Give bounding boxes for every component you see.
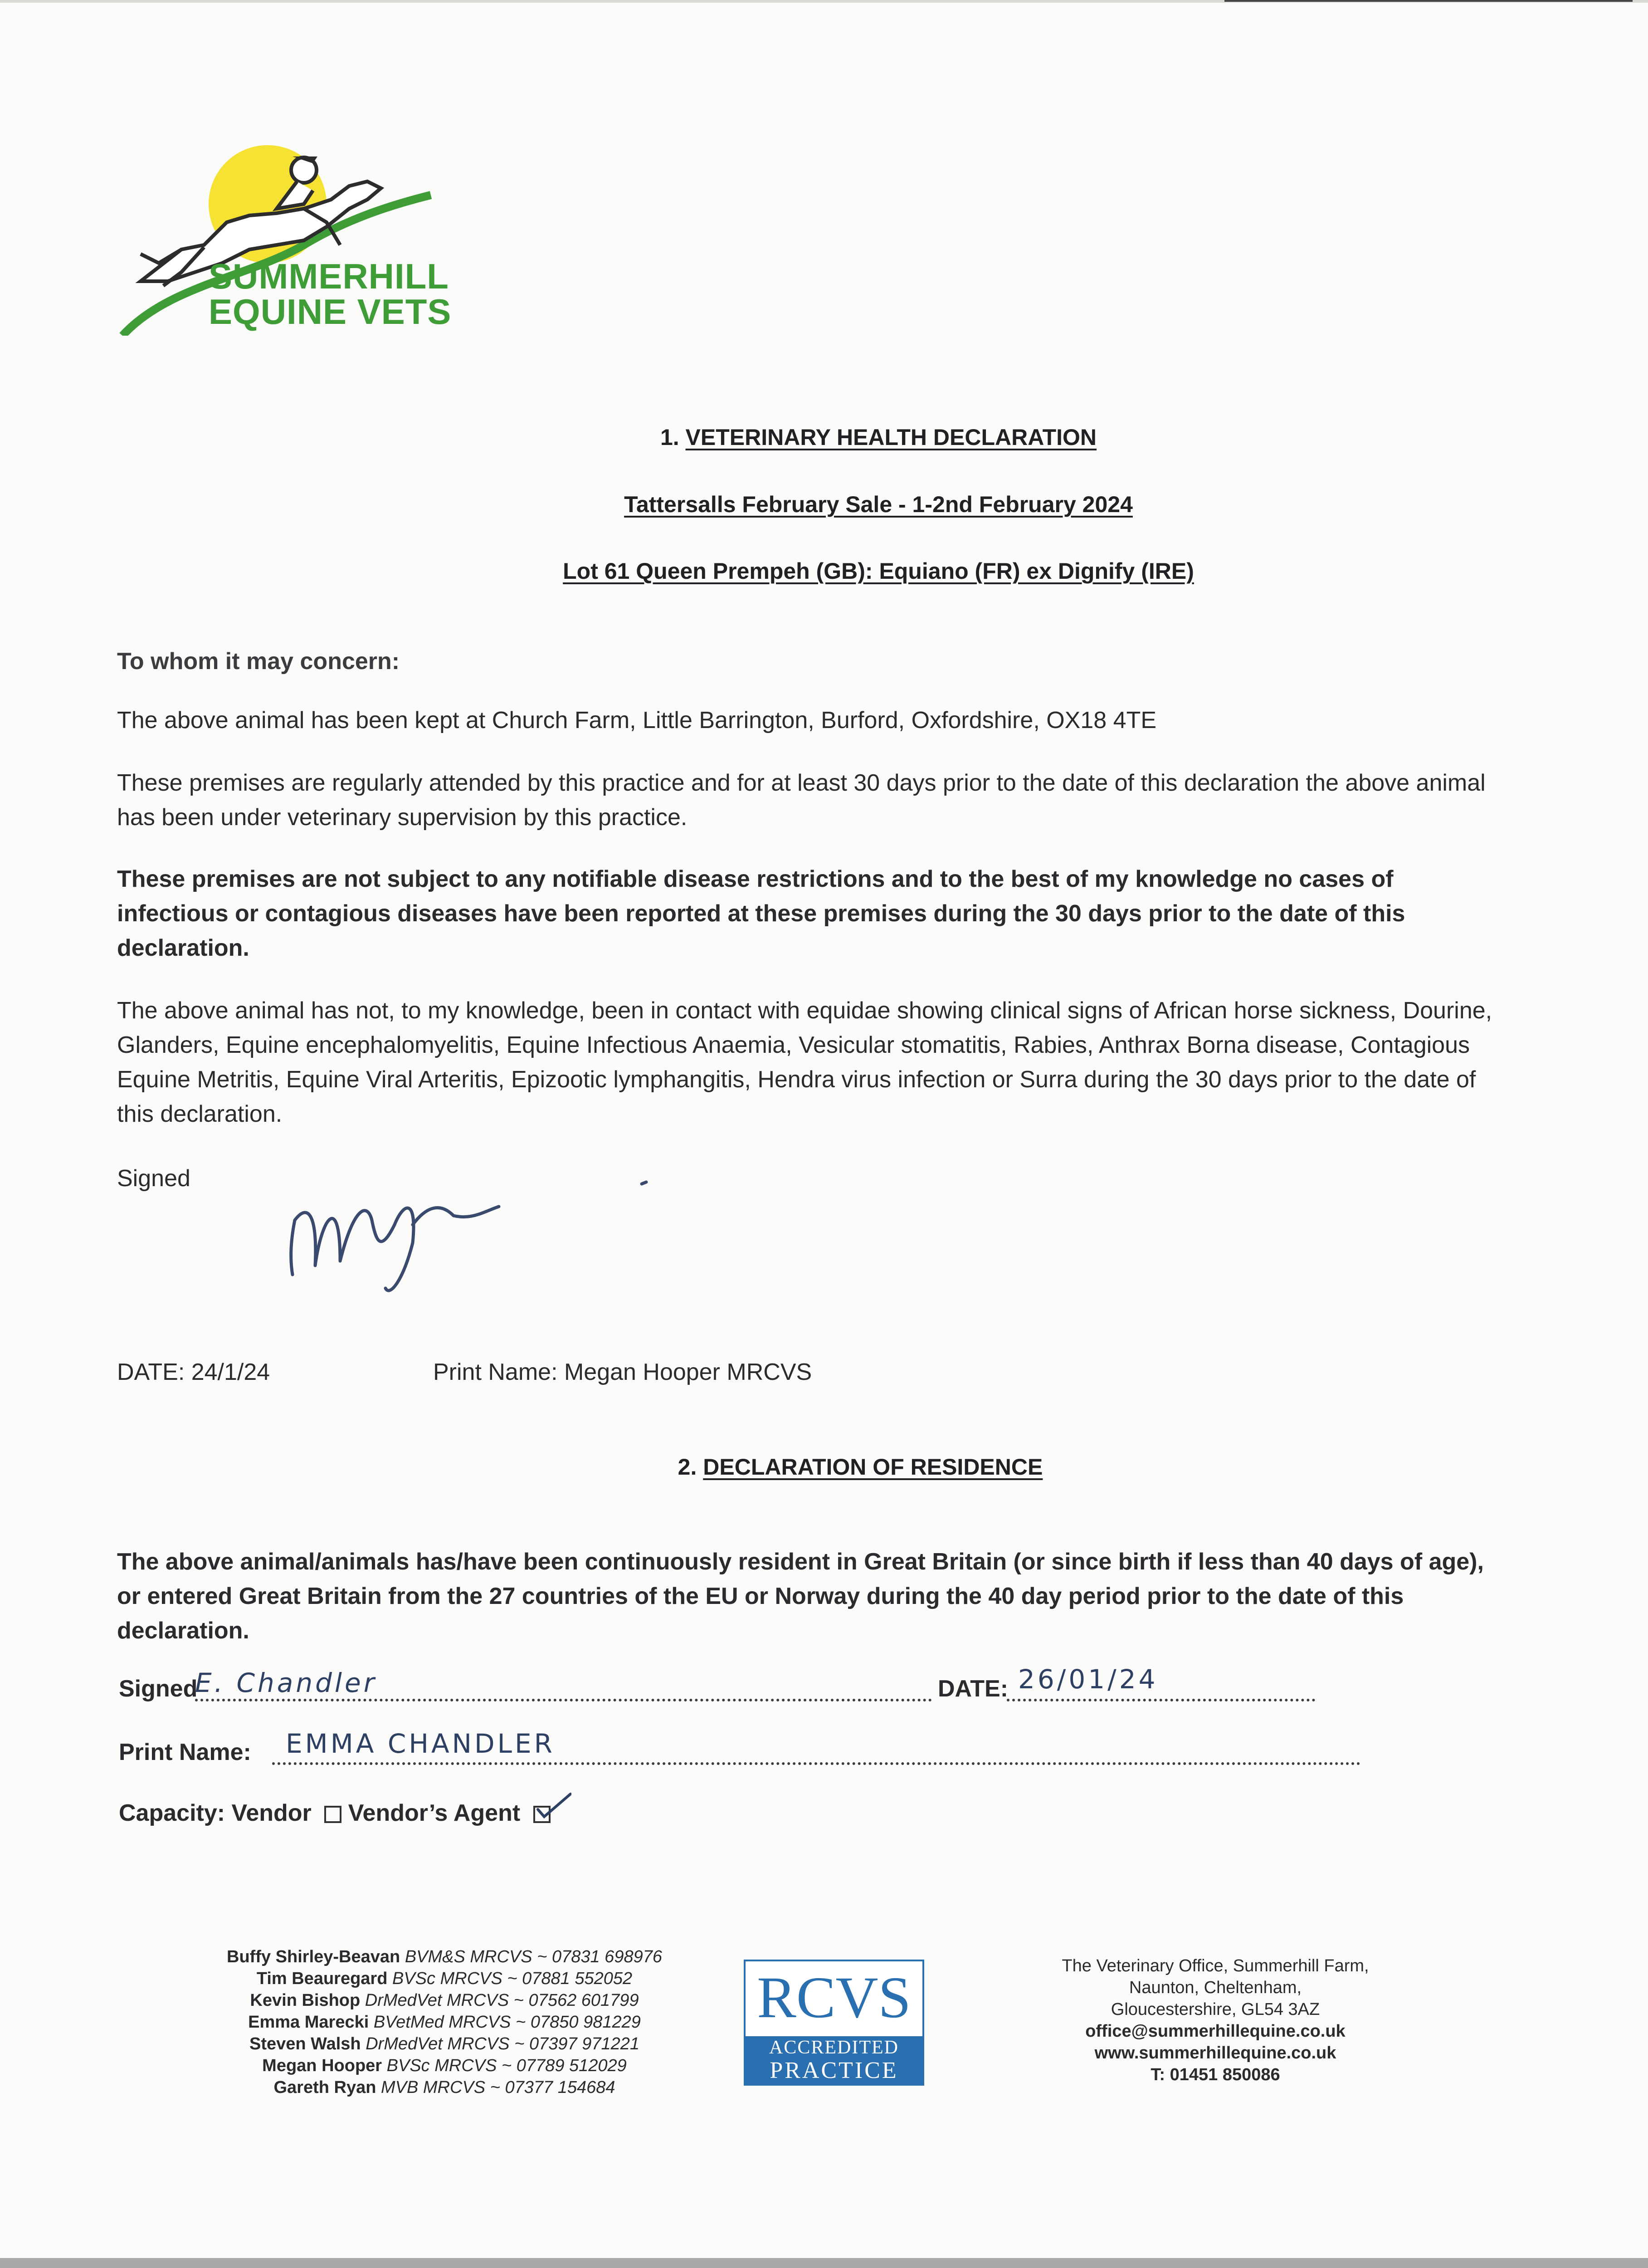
tick-icon bbox=[535, 1791, 571, 1818]
vet-entry: Gareth Ryan MVB MRCVS ~ 07377 154684 bbox=[273, 2078, 615, 2097]
print-name-dotted-line bbox=[272, 1762, 1360, 1765]
practice-website[interactable]: www.summerhillequine.co.uk bbox=[1094, 2043, 1336, 2063]
vendors-agent-label: Vendor’s Agent bbox=[348, 1800, 521, 1826]
date-label-2: DATE: bbox=[938, 1676, 1009, 1702]
section1-number: 1. bbox=[660, 425, 679, 450]
vet-date: DATE: 24/1/24 bbox=[117, 1359, 270, 1385]
scan-top-right-mark bbox=[1224, 0, 1633, 2]
section2-heading bbox=[36, 1454, 1648, 1480]
scan-bottom-edge bbox=[0, 2258, 1648, 2268]
address-line: Gloucestershire, GL54 3AZ bbox=[1111, 2000, 1320, 2019]
residence-paragraph: The above animal/animals has/have been continuously resident in Great Britain (or since birth if less than 40 days of age), or entered Great Britain from the 27 countries of the EU or Norway during the 40 day period prior to the date of this declaration. bbox=[117, 1549, 1484, 1644]
vendor-checkbox[interactable] bbox=[324, 1806, 341, 1823]
vet-entry: Emma Marecki BVetMed MRCVS ~ 07850 981229 bbox=[248, 2013, 641, 2032]
practice-phone: T: 01451 850086 bbox=[1151, 2065, 1280, 2084]
paragraph-diseases: The above animal has not, to my knowledge, been in contact with equidae showing clinical signs of African horse sickness, Dourine, Glanders, Equine encephalomyelitis, Equine Infectious Anaemia, Vesicular stomatitis, Rabies, Anthrax Borna disease, Contagious Equine Metritis, Equine Viral Arteritis, Epizootic lymphangitis, Hendra virus infection or Surra during the 30 days prior to the date of this declaration. bbox=[117, 997, 1492, 1127]
signed-dotted-line bbox=[195, 1699, 932, 1701]
lot-title: Lot 61 Queen Prempeh (GB): Equiano (FR) ex Dignify (IRE) bbox=[563, 558, 1194, 584]
practice-email[interactable]: office@summerhillequine.co.uk bbox=[1085, 2022, 1346, 2041]
handwritten-signature: E. Chandler bbox=[195, 1667, 377, 1698]
vet-entry: Buffy Shirley-Beavan BVM&S MRCVS ~ 07831 698976 bbox=[227, 1947, 662, 1966]
practice-address bbox=[989, 1955, 1442, 2086]
vet-entry: Tim Beauregard BVSc MRCVS ~ 07881 552052 bbox=[256, 1969, 633, 1988]
capacity-row bbox=[119, 1799, 551, 1827]
vet-signature-scribble bbox=[281, 1152, 689, 1302]
vet-entry: Steven Walsh DrMedVet MRCVS ~ 07397 971221 bbox=[249, 2034, 639, 2053]
vet-list bbox=[172, 1946, 717, 2098]
logo-line-2: EQUINE VETS bbox=[209, 292, 452, 332]
sale-title: Tattersalls February Sale - 1-2nd February 2024 bbox=[624, 492, 1133, 517]
vet-entry: Kevin Bishop DrMedVet MRCVS ~ 07562 601799 bbox=[250, 1991, 639, 2010]
logo-line-1: SUMMERHILL bbox=[209, 256, 449, 296]
paragraph-restrictions: These premises are not subject to any notifiable disease restrictions and to the best of my knowledge no cases of infectious or contagious diseases have been reported at these premises during the 30 days prior to the date of this declaration. bbox=[117, 866, 1405, 961]
rcvs-badge bbox=[744, 1960, 924, 2086]
rcvs-text: RCVS bbox=[757, 1965, 911, 2030]
date-dotted-line bbox=[1007, 1699, 1315, 1701]
vet-print-name: Print Name: Megan Hooper MRCVS bbox=[433, 1359, 812, 1385]
logo-text bbox=[209, 256, 452, 332]
signed-label-2: Signed bbox=[119, 1676, 198, 1702]
signed-label-1: Signed bbox=[117, 1165, 190, 1192]
vendor-label: Vendor bbox=[231, 1800, 312, 1826]
handwritten-print-name: EMMA CHANDLER bbox=[286, 1728, 555, 1759]
section2-number: 2. bbox=[678, 1454, 697, 1480]
capacity-label: Capacity: bbox=[119, 1800, 225, 1826]
handwritten-date: 26/01/24 bbox=[1018, 1664, 1158, 1695]
section1-title: VETERINARY HEALTH DECLARATION bbox=[685, 425, 1097, 450]
paragraph-kept-at: The above animal has been kept at Church Farm, Little Barrington, Burford, Oxfordshire, OX18 4TE bbox=[117, 707, 1157, 733]
vet-signature bbox=[281, 1152, 689, 1302]
rcvs-practice: PRACTICE bbox=[770, 2058, 898, 2083]
vendors-agent-checkbox[interactable] bbox=[533, 1806, 551, 1823]
section2-title: DECLARATION OF RESIDENCE bbox=[703, 1454, 1043, 1480]
paragraph-supervision: These premises are regularly attended by this practice and for at least 30 days prior to the date of this declaration the above animal has been under veterinary supervision by this practice. bbox=[117, 770, 1486, 831]
print-name-label-2: Print Name: bbox=[119, 1739, 251, 1765]
rcvs-accredited-band bbox=[746, 2036, 922, 2084]
address-line: Naunton, Cheltenham, bbox=[1129, 1978, 1302, 1997]
rcvs-accredited: ACCREDITED bbox=[769, 2037, 899, 2058]
section1-heading bbox=[54, 424, 1648, 450]
salutation: To whom it may concern: bbox=[117, 648, 400, 675]
vet-entry: Megan Hooper BVSc MRCVS ~ 07789 512029 bbox=[262, 2056, 627, 2075]
address-line: The Veterinary Office, Summerhill Farm, bbox=[1062, 1956, 1369, 1975]
